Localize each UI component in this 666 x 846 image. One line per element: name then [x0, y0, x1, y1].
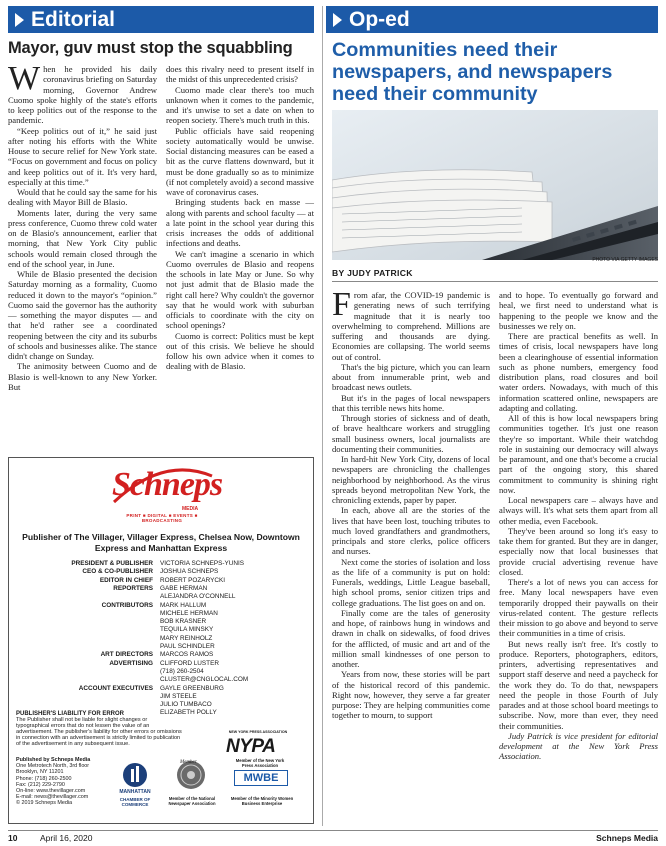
- schneps-logo-sub: MEDIA: [182, 506, 199, 512]
- liability-text: The Publisher shall not be liable for slight changes or typographical errors that do not lessen the value of an advertisement. The publisher's liability for other errors or omissions in connection with an advertisement is strictly limited to publication of the advertisement in any subsequent issue.: [16, 717, 182, 748]
- published-by-block: [16, 757, 116, 807]
- paragraph-text: Next come the stories of isolation and loss as the life of a community is put on hold: Funerals, weddings, Little League baseball, high school proms, senior citizen trips and college graduations. The list goes on and on.: [332, 556, 490, 608]
- triangle-icon: [333, 13, 342, 27]
- paragraph-text: and to hope. To eventually go forward and heal, we first need to understand what is happening to the people we know and the businesses we rely on.: [499, 290, 658, 331]
- column-divider: [322, 6, 323, 826]
- paragraph-text: rom afar, the COVID-19 pandemic is generating news of such terrifying magnitude that it is nearly too overwhelming to comprehend. Millions are suffering and thousands are dying. Economies are collapsing. The world seems out of control.: [332, 290, 490, 362]
- publication-list: Publisher of The Villager, Villager Express, Chelsea Now, Downtown Express and Manhattan Express: [22, 532, 300, 553]
- paragraph-text: The animosity between Cuomo and de Blasio is well-known to any New Yorker. But: [8, 361, 157, 392]
- oped-section-label: Op-ed: [349, 7, 410, 31]
- issue-date: April 16, 2020: [40, 833, 93, 843]
- paragraph: [166, 249, 314, 331]
- paragraph-text: Through stories of sickness and of death, of brave healthcare workers and struggling small business owners, local journalists are documenting their communities.: [332, 413, 490, 454]
- paragraph: [332, 669, 490, 720]
- paragraph-text: There are practical benefits as well. In times of crisis, local newspapers have long been a clearinghouse of essential information such as phone numbers, emergency food distribution plans, road closures and boil water orders. Nowadays, with much of this information scattered online, newspapers are adapting and collating.: [499, 331, 658, 413]
- editorial-column-1: [8, 60, 157, 454]
- footer-publisher: Schneps Media: [596, 833, 658, 843]
- staff-name: GAYLE GREENBURG: [160, 684, 224, 692]
- paragraph-text: While de Blasio presented the decision Saturday morning as a formality, Cuomo reduced it down to the mayor's “opinion.” Cuomo said the governor has the authority — something the mayor disputes — and that he'd rather see a coordinated reopening between the city and its suburbs of schools and businesses alike. The stance didn't change on Sunday.: [8, 269, 157, 361]
- drop-cap: F: [332, 286, 351, 323]
- paragraph: [499, 495, 658, 526]
- manhattan-chamber-icon: [122, 762, 148, 788]
- paragraph: [499, 413, 658, 495]
- chamber-title: MANHATTAN: [119, 789, 151, 795]
- paragraph-text: All of this is how local newspapers bring communities together. It's just one reason they're so important. While their watchdog role in sustaining our democracy will always be paramount, and one that's become a crucial part of the ongoing story, this shared commitment to community is shining right now.: [499, 413, 658, 495]
- liability-title: PUBLISHER'S LIABILITY FOR ERROR: [16, 711, 124, 717]
- staff-role: CEO & CO-PUBLISHER: [82, 568, 153, 576]
- paragraph: [499, 331, 658, 413]
- paragraph-text: Judy Patrick is vice president for editorial development at the New York Press Association.: [499, 730, 658, 762]
- paragraph-text: Cuomo is correct: Politics must be kept out of this crisis. We believe he should follow his own advice when it comes to dealing with de Blasio.: [166, 330, 314, 372]
- paragraph-text: Years from now, these stories will be part of the historical record of this pandemic. Right now, however, they serve a far greater purpose: They are helping communities come together to mourn, to support: [332, 669, 490, 721]
- byline-rule: [332, 281, 658, 282]
- drop-cap: W: [8, 60, 41, 97]
- mwbe-member-label: Member of the Minority Women Business Enterprise: [230, 796, 294, 806]
- staff-role: PRESIDENT & PUBLISHER: [71, 560, 153, 567]
- oped-column-2: [499, 290, 658, 828]
- paragraph: [8, 187, 157, 208]
- staff-name: ELIZABETH POLLY: [160, 709, 217, 717]
- published-by-line: Fax: (212) 229-2790: [16, 781, 65, 788]
- staff-name: JOSHUA SCHNEPS: [160, 568, 219, 576]
- paragraph: [499, 526, 658, 577]
- published-by-line: E-mail: news@thevillager.com: [16, 794, 89, 801]
- staff-name: ROBERT POZARYCKI: [160, 576, 225, 584]
- published-by-line: On-line: www.thevillager.com: [16, 788, 86, 795]
- paragraph: [332, 286, 490, 362]
- paragraph: [166, 126, 314, 198]
- staff-name: JULIO TUMBACO: [160, 701, 212, 709]
- paragraph-text: But it's in the pages of local newspapers that this terrible news hits home.: [332, 392, 490, 413]
- chamber-sub: CHAMBER OF COMMERCE: [119, 797, 151, 807]
- paragraph: [8, 208, 157, 270]
- paragraph-text: Cuomo made clear there's too much unknown when it comes to the pandemic, and it's unwise to set a date on when to reopen society. There's much truth in this.: [166, 84, 314, 126]
- footer-rule: [8, 830, 658, 831]
- staff-role: CONTRIBUTORS: [101, 601, 153, 609]
- page-number: 10: [8, 833, 18, 843]
- paragraph: [332, 454, 490, 505]
- paragraph: [8, 269, 157, 361]
- staff-role: REPORTERS: [113, 584, 153, 592]
- staff-name: ALEJANDRA O'CONNELL: [160, 593, 236, 601]
- paragraph: [332, 413, 490, 454]
- paragraph: [166, 331, 314, 372]
- paragraph-text: In each, above all are the stories of the lives that have been lost, touching tributes to much loved grandfathers and grandmothers, principals and store clerks, police officers and nurses.: [332, 505, 490, 557]
- paragraph: [332, 393, 490, 414]
- paragraph-text: In hard-hit New York City, dozens of local newspapers are chronicling the challenges neighborhood by neighborhood. As the virus spreads beyond metropolitan New York, the chronicling extends, paper by paper.: [332, 454, 490, 505]
- staff-name: CLUSTER@CNGLOCAL.COM: [160, 676, 249, 684]
- paragraph: [332, 505, 490, 556]
- staff-name: MARK HALLUM: [160, 601, 207, 609]
- staff-name: (718) 260-2504: [160, 667, 204, 675]
- staff-name: BOB KRASNER: [160, 618, 207, 626]
- nypa-logo: NYPA: [226, 736, 276, 757]
- paragraph: [332, 362, 490, 393]
- paragraph-text: That's the big picture, which you can learn about from innumerable print, web and broadcast news outlets.: [332, 361, 490, 393]
- paragraph: [166, 85, 314, 126]
- paragraph-text: But news really isn't free. It's costly to produce. Reporters, photographers, editors, printers, advertising representatives and support staff deserve and need a paycheck for the work they do. To do that, newspapers need the people in those Fourth of July parades and at those school board meetings to subscribe. Now, more than ever, they need their communities.: [499, 638, 658, 731]
- staff-name: MICHELE HERMAN: [160, 609, 218, 617]
- photo-credit: PHOTO VIA GETTY IMAGES: [592, 257, 658, 263]
- staff-name: MARCOS RAMOS: [160, 651, 214, 659]
- staff-role: ART DIRECTORS: [100, 651, 153, 659]
- editorial-section-bar: [8, 6, 314, 33]
- oped-column-1: [332, 286, 490, 828]
- staff-name: GABE HERMAN: [160, 584, 208, 592]
- paragraph-text: Bringing students back en masse — along with parents and school faculty — at a late point in the school year during this crisis increases the odds of additional infections and deaths.: [166, 197, 314, 249]
- paragraph-text: hen he provided his daily coronavirus briefing on Saturday morning, Governor Andrew Cuomo spoke highly of the state's efforts to keep politics out of the response to the pandemic.: [8, 64, 157, 126]
- staff-role: EDITOR IN CHIEF: [99, 576, 153, 584]
- paragraph-text: “Keep politics out of it,” he said just after noting his efforts with the White House to secure relief for New York state. “Focus on government and focus on policy and keep politics out of it. It's very hard, especially at this time.”: [8, 125, 157, 187]
- staff-name: JIM STEELE: [160, 692, 197, 700]
- paragraph: [499, 577, 658, 639]
- paragraph-text: Finally come are the tales of generosity and hope, of rainbows hung in windows and drawn in chalk on sidewalks, of food drives for the afflicted, of music and art and of the million small kindnesses of one person to another.: [332, 607, 490, 669]
- paragraph-text: Would that he could say the same for his dealing with Mayor Bill de Blasio.: [8, 187, 157, 208]
- staff-name: MARY REINHOLZ: [160, 634, 213, 642]
- paragraph-text: Moments later, during the very same press conference, Cuomo threw cold water on de Blasio's announcement, earlier that morning, that New York City public schools would remain closed through the end of the school year, in June.: [8, 207, 157, 269]
- paragraph-text: They've been around so long it's easy to take them for granted. But they are in danger, especially now that local businesses that provide crucial advertising revenue have closed.: [499, 525, 658, 577]
- schneps-logo: Schneps: [112, 466, 223, 503]
- paragraph: [499, 731, 658, 762]
- paragraph: [8, 126, 157, 188]
- editorial-column-2: [166, 64, 314, 454]
- paragraph-text: does this rivalry need to present itself in the midst of this unprecedented crisis?: [166, 64, 314, 85]
- editorial-headline: Mayor, guv must stop the squabbling: [8, 39, 293, 57]
- editorial-section-label: Editorial: [31, 7, 116, 31]
- paragraph-text: There's a lot of news you can access for free. Many local newspapers have even temporarily dropped their paywalls on their virus-related content. The gesture reflects their mission to go above and beyond to serve their communities in a time of crisis.: [499, 577, 658, 639]
- staff-name: VICTORIA SCHNEPS-YUNIS: [160, 560, 245, 567]
- published-by-line: Published by Schneps Media: [16, 757, 91, 763]
- paragraph: [8, 361, 157, 392]
- schneps-logo-tagline: PRINT ■ DIGITAL ■ EVENTS ■ BROADCASTING: [126, 513, 198, 523]
- paragraph: [332, 608, 490, 670]
- published-by-line: © 2019 Schneps Media: [16, 800, 73, 807]
- paragraph-text: We can't imagine a scenario in which Cuomo overrules de Blasio and reopens the schools in late May or June. So why not just admit that de Blasio made the right call here? Why couldn't the governor say that he would work with suburban officials to coordinate with the city on school openings?: [166, 248, 314, 331]
- oped-section-bar: [326, 6, 658, 33]
- staff-name: TEQUILA MINSKY: [160, 626, 214, 634]
- paragraph: [499, 290, 658, 331]
- nypa-member-label: Member of the New York Press Association: [235, 758, 285, 768]
- oped-headline: Communities need their newspapers, and newspapers need their community: [332, 39, 613, 105]
- staff-name: PAUL SCHINDLER: [160, 643, 215, 650]
- paragraph-text: Local newspapers care – always have and always will. It's what sets them apart from all other media, even Facebook.: [499, 495, 658, 526]
- paragraph: [166, 197, 314, 248]
- newspapers-laptop-photo: [332, 110, 658, 260]
- mwbe-logo: MWBE: [234, 770, 288, 786]
- oped-byline: BY JUDY PATRICK: [332, 268, 413, 278]
- published-by-line: Brooklyn, NY 11201: [16, 769, 64, 776]
- liability-notice: [16, 711, 182, 748]
- paragraph-text: Public officials have said reopening society automatically would be unwise. Social distancing measures can be eased a bit as the curve flattens downward, but it must be done gradually so as to minimize (if not completely avoid) a second massive wave of coronavirus cases.: [166, 125, 314, 197]
- nna-member-text: Member: [180, 760, 197, 765]
- staff-name: CLIFFORD LUSTER: [160, 659, 219, 667]
- staff-role: ADVERTISING: [109, 659, 153, 667]
- nna-member-label: Member of the National Newspaper Association: [168, 796, 216, 806]
- triangle-icon: [15, 13, 24, 27]
- paragraph: [8, 60, 157, 126]
- paragraph: [499, 639, 658, 731]
- nypa-top-label: NEW YORK PRESS ASSOCIATION: [228, 730, 288, 734]
- staff-role: ACCOUNT EXECUTIVES: [78, 684, 153, 692]
- paragraph: [332, 557, 490, 608]
- published-by-line: Phone: (718) 260-2500: [16, 775, 72, 782]
- published-by-line: One Metrotech North, 3rd floor: [16, 763, 90, 770]
- paragraph: [166, 64, 314, 85]
